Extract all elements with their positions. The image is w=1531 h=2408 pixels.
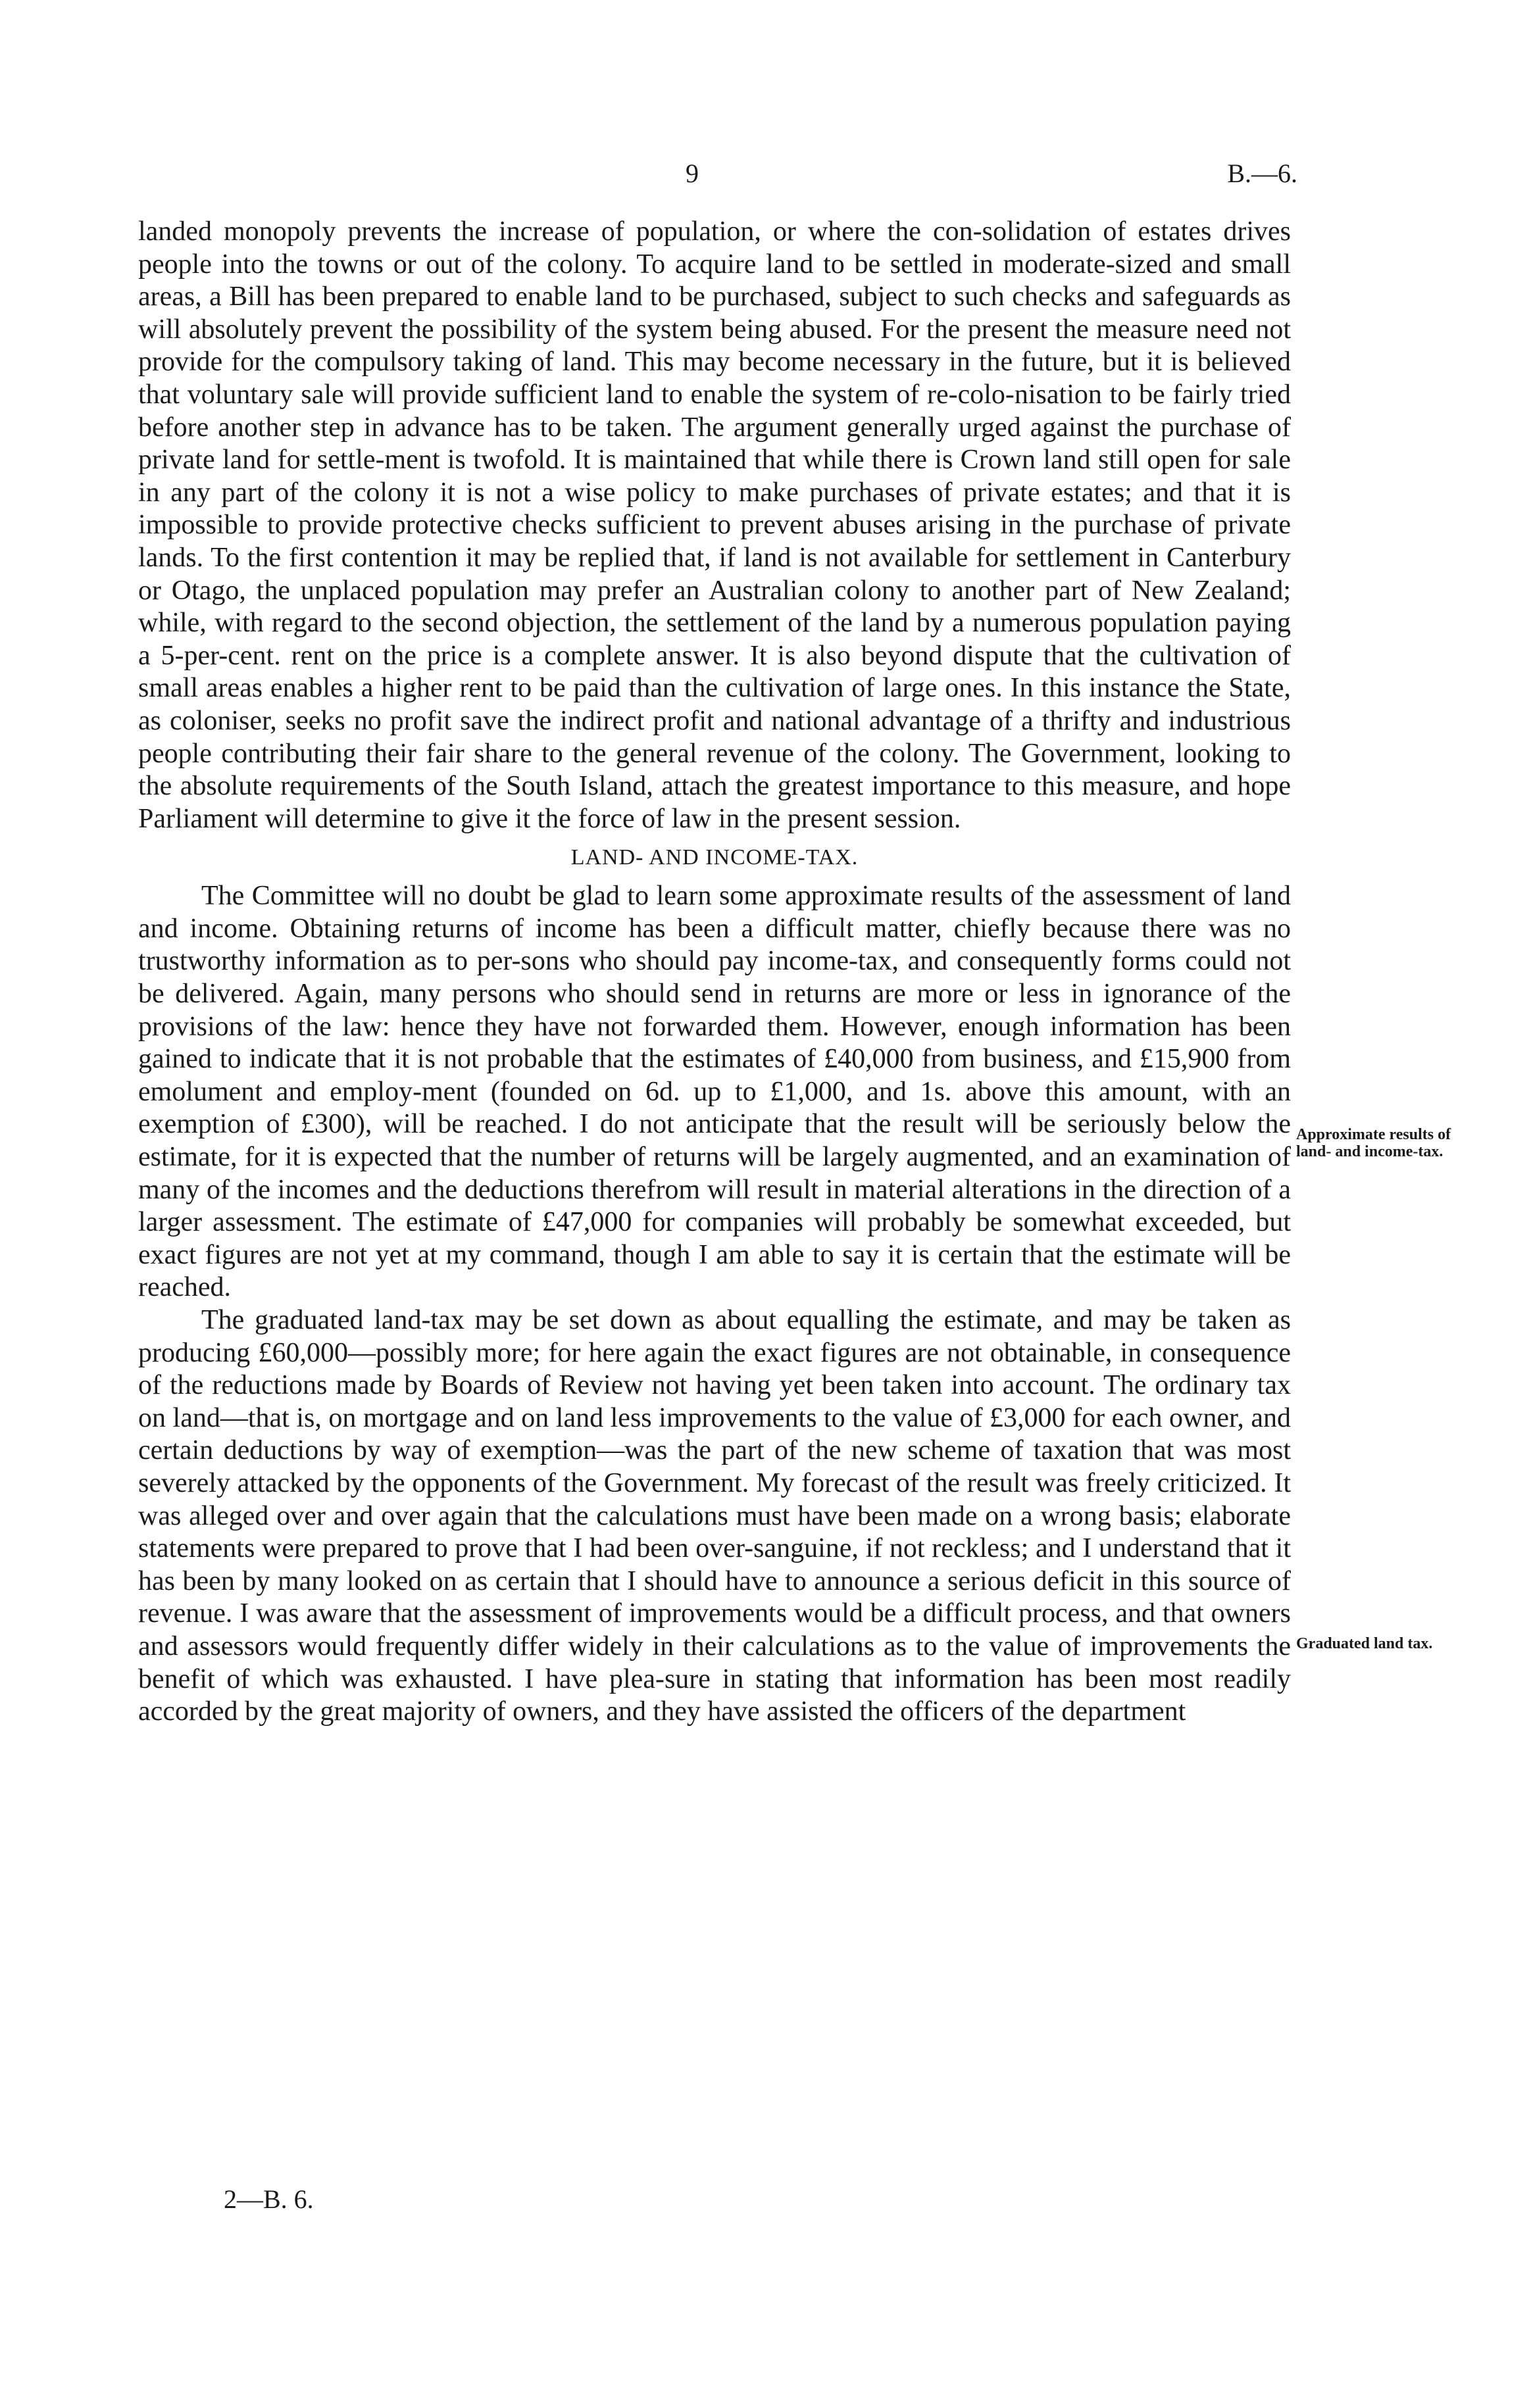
document-reference: B.—6. [1227, 159, 1297, 188]
page-number: 9 [686, 159, 699, 188]
paragraph-income-assessment: The Committee will no doubt be glad to learn some approximate results of the assessment of land and income. Obtaining returns of income has been a difficult matter, chiefly because there was no trustworthy information as to per-sons who should pay income-tax, and consequently forms could not be delivered. Again, many persons who should send in returns are more or less in ignorance of the provisions of the law: hence they have not forwarded them. However, enough information has been gained to indicate that it is not probable that the estimates of £40,000 from business, and £15,900 from emolument and employ-ment (founded on 6d. up to £1,000, and 1s. above this amount, with an exemption of £300), will be reached. I do not anticipate that the result will be seriously below the estimate, for it is expected that the number of returns will be largely augmented, and an examination of many of the incomes and the deductions therefrom will result in material alterations in the direction of a larger assessment. The estimate of £47,000 for companies will probably be somewhat exceeded, but exact figures are not yet at my command, though I am able to say it is certain that the estimate will be reached. [138, 881, 1291, 1303]
section-heading: LAND- AND INCOME-TAX. [570, 845, 859, 870]
margin-note-approximate-results: Approximate results of land- and income-tax. [1296, 1126, 1451, 1160]
paragraph-land-purchase: landed monopoly prevents the increase of population, or where the con-solidation of estates drives people into the towns or out of the colony. To acquire land to be settled in moderate-sized and small areas, a Bill has been prepared to enable land to be purchased, subject to such checks and safeguards as will absolutely prevent the possibility of the system being abused. For the present the measure need not provide for the compulsory taking of land. This may become necessary in the future, but it is believed that voluntary sale will provide sufficient land to enable the system of re-colo-nisation to be fairly tried before another step in advance has to be taken. The argument generally urged against the purchase of private land for settle-ment is twofold. It is maintained that while there is Crown land still open for sale in any part of the colony it is not a wise policy to make purchases of private estates; and that it is impossible to provide protective checks sufficient to prevent abuses arising in the purchase of private lands. To the first contention it may be replied that, if land is not available for settlement in Canterbury or Otago, the unplaced population may prefer an Australian colony to another part of New Zealand; while, with regard to the second objection, the settlement of the land by a numerous population paying a 5-per-cent. rent on the price is a complete answer. It is also beyond dispute that the cultivation of small areas enables a higher rent to be paid than the cultivation of large ones. In this instance the State, as coloniser, seeks no profit save the indirect profit and national advantage of a thrifty and industrious people contributing their fair share to the general revenue of the colony. The Government, looking to the absolute requirements of the South Island, attach the greatest importance to this measure, and hope Parliament will determine to give it the force of law in the present session. [138, 216, 1291, 834]
footer-signature: 2—B. 6. [224, 2184, 314, 2214]
margin-note-graduated-land-tax: Graduated land tax. [1296, 1635, 1433, 1652]
page-header [139, 158, 1297, 197]
paragraph-graduated-land-tax: The graduated land-tax may be set down as about equalling the estimate, and may be taken as producing £60,000—possibly more; for here again the exact figures are not obtainable, in consequence of the reductions made by Boards of Review not having yet been taken into account. The ordinary tax on land—that is, on mortgage and on land less improvements to the value of £3,000 for each owner, and certain deductions by way of exemption—was the part of the new scheme of taxation that was most severely attacked by the opponents of the Government. My forecast of the result was freely criticized. It was alleged over and over again that the calculations must have been made on a wrong basis; elaborate statements were prepared to prove that I had been over-sanguine, if not reckless; and I understand that it has been by many looked on as certain that I should have to announce a serious deficit in this source of revenue. I was aware that the assessment of improvements would be a difficult process, and that owners and assessors would frequently differ widely in their calculations as to the value of improvements the benefit of which was exhausted. I have plea-sure in stating that information has been most readily accorded by the great majority of owners, and they have assisted the officers of the department [138, 1305, 1291, 1727]
body-text [138, 216, 1291, 1729]
